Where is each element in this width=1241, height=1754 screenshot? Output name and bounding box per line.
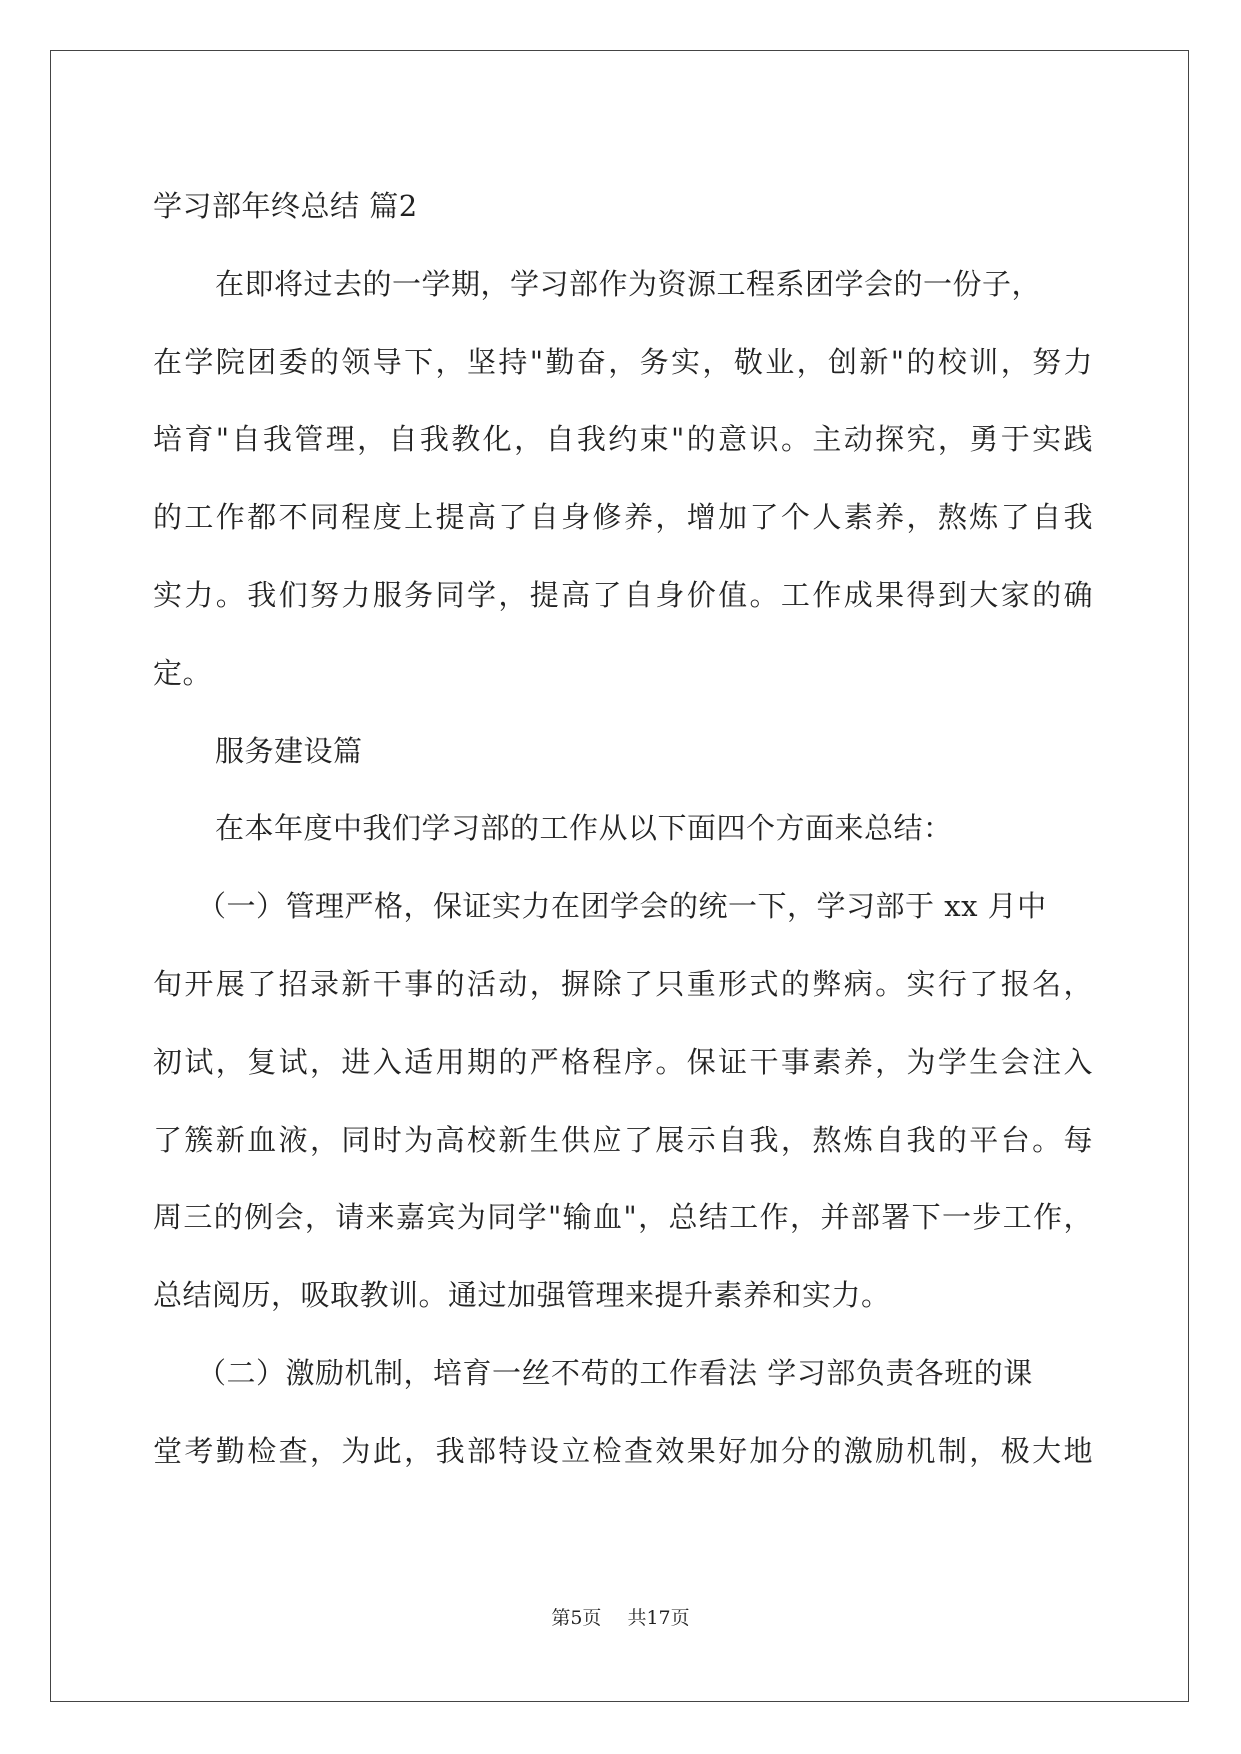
- page-footer: [0, 1603, 1241, 1630]
- paragraph-line: 的工作都不同程度上提高了自身修养，增加了个人素养，熬炼了自我: [153, 500, 1093, 535]
- paragraph-line: 在即将过去的一学期，学习部作为资源工程系团学会的一份子，: [215, 266, 1042, 301]
- paragraph-line: 堂考勤检查，为此，我部特设立检查效果好加分的激励机制，极大地: [153, 1433, 1093, 1468]
- paragraph-line: 总结阅历，吸取教训。通过加强管理来提升素养和实力。: [153, 1278, 891, 1313]
- paragraph-line: 实力。我们努力服务同学，提高了自身价值。工作成果得到大家的确: [153, 577, 1093, 612]
- paragraph-line: 周三的例会，请来嘉宾为同学"输血"，总结工作，并部署下一步工作，: [153, 1200, 1093, 1235]
- page-total: 共17页: [627, 1607, 690, 1629]
- paragraph-line: （二）激励机制，培育一丝不苟的工作看法 学习部负责各班的课: [197, 1355, 1033, 1390]
- paragraph-line: 定。: [153, 655, 213, 690]
- document-body: [153, 168, 1093, 1491]
- paragraph-line: 了簇新血液，同时为高校新生供应了展示自我，熬炼自我的平台。每: [153, 1122, 1093, 1157]
- paragraph-line: 初试，复试，进入适用期的严格程序。保证干事素养，为学生会注入: [153, 1044, 1093, 1079]
- paragraph-line: 在学院团委的领导下，坚持"勤奋，务实，敬业，创新"的校训，努力: [153, 344, 1093, 379]
- page-number: 第5页: [551, 1607, 602, 1629]
- paragraph-line: （一）管理严格，保证实力在团学会的统一下，学习部于 xx 月中: [197, 889, 1047, 924]
- paragraph-line: 培育"自我管理，自我教化，自我约束"的意识。主动探究，勇于实践: [153, 422, 1093, 457]
- paragraph-line: 旬开展了招录新干事的活动，摒除了只重形式的弊病。实行了报名，: [153, 966, 1093, 1001]
- section-title: 学习部年终总结 篇2: [153, 189, 418, 223]
- subheading: 服务建设篇: [215, 733, 363, 768]
- paragraph-line: 在本年度中我们学习部的工作从以下面四个方面来总结：: [215, 811, 953, 846]
